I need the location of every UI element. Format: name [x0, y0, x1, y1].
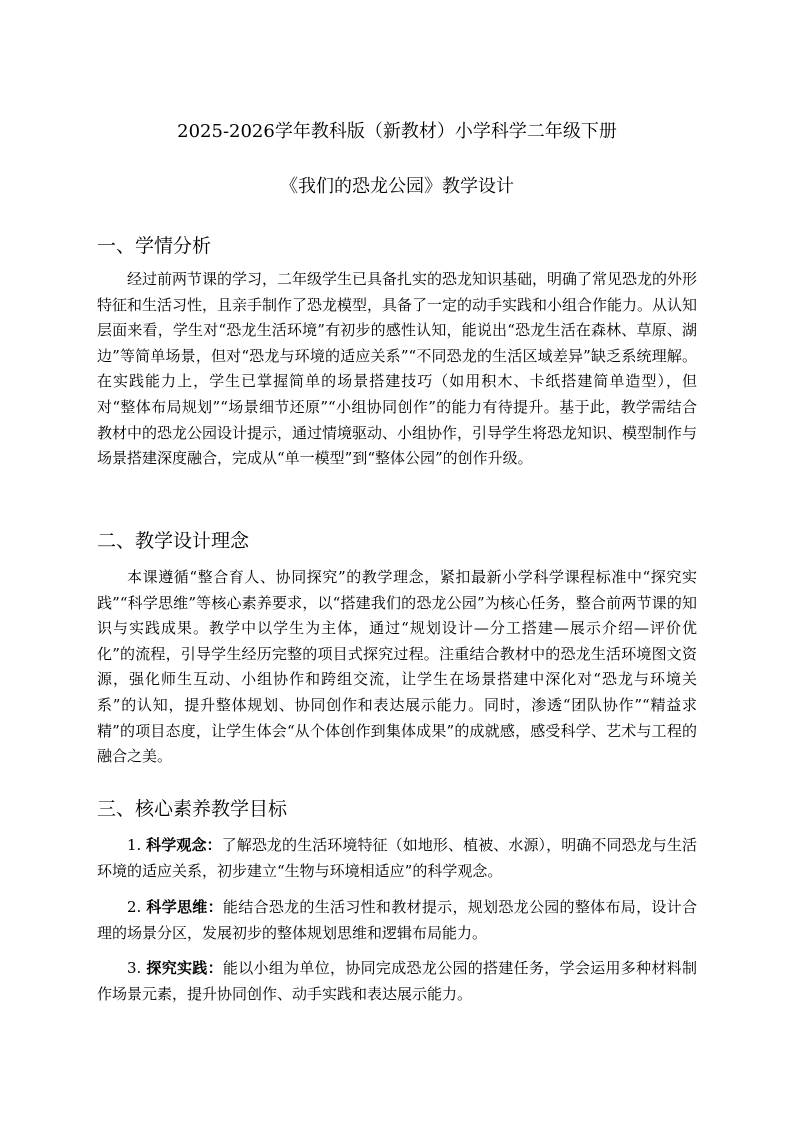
- paragraph-design-concept: 本课遵循“整合育人、协同探究”的教学理念，紧扣最新小学科学课程标准中“探究实践”“科学思维”等核心素养要求，以“搭建我们的恐龙公园”为核心任务，整合前两节课的知识与实践成果。教学中以学生为主体，通过“规划设计—分工搭建—展示介绍—评价优化”的流程，引导学生经历完整的项目式探究过程。注重结合教材中的恐龙生活环境图文资源，强化师生互动、小组协作和跨组交流，让学生在场景搭建中深化对“恐龙与环境关系”的认知，提升整体规划、协同创作和表达展示能力。同时，渗透“团队协作”“精益求精”的项目态度，让学生体会“从个体创作到集体成果”的成就感，感受科学、艺术与工程的融合之美。: [97, 568, 697, 766]
- goal-label: 科学观念：: [146, 836, 222, 854]
- goal-item-scientific-thinking: [97, 895, 697, 946]
- goal-number: 1.: [127, 836, 142, 854]
- goal-text: 了解恐龙的生活环境特征（如地形、植被、水源），明确不同恐龙与生活环境的适应关系，初步建立“生物与环境相适应”的科学观念。: [97, 836, 697, 880]
- document-title-line-2: 《我们的恐龙公园》教学设计: [280, 176, 514, 197]
- section-heading-learner-analysis: 一、学情分析: [97, 235, 212, 257]
- goal-label: 科学思维：: [146, 898, 223, 916]
- goal-label: 探究实践：: [146, 959, 223, 977]
- section-heading-core-goals: 三、核心素养教学目标: [97, 798, 288, 820]
- goal-number: 3.: [127, 959, 142, 977]
- goal-item-inquiry-practice: [97, 956, 697, 1007]
- document-title-line-1: 2025-2026学年教科版（新教材）小学科学二年级下册: [177, 121, 617, 142]
- paragraph-learner-analysis: 经过前两节课的学习，二年级学生已具备扎实的恐龙知识基础，明确了常见恐龙的外形特征和生活习性，且亲手制作了恐龙模型，具备了一定的动手实践和小组合作能力。从认知层面来看，学生对“恐龙生活环境”有初步的感性认知，能说出“恐龙生活在森林、草原、湖边”等简单场景，但对“恐龙与环境的适应关系”“不同恐龙的生活区域差异”缺乏系统理解。在实践能力上，学生已掌握简单的场景搭建技巧（如用积木、卡纸搭建简单造型），但对“整体布局规划”“场景细节还原”“小组协同创作”的能力有待提升。基于此，教学需结合教材中的恐龙公园设计提示，通过情境驱动、小组协作，引导学生将恐龙知识、模型制作与场景搭建深度融合，完成从“单一模型”到“整体公园”的创作升级。: [97, 270, 698, 468]
- goal-item-scientific-concept: [97, 833, 697, 884]
- goal-text: 能结合恐龙的生活习性和教材提示，规划恐龙公园的整体布局，设计合理的场景分区，发展初步的整体规划思维和逻辑布局能力。: [97, 898, 697, 942]
- goal-text: 能以小组为单位，协同完成恐龙公园的搭建任务，学会运用多种材料制作场景元素，提升协同创作、动手实践和表达展示能力。: [97, 959, 697, 1003]
- section-heading-design-concept: 二、教学设计理念: [97, 530, 250, 552]
- goal-number: 2.: [127, 898, 142, 916]
